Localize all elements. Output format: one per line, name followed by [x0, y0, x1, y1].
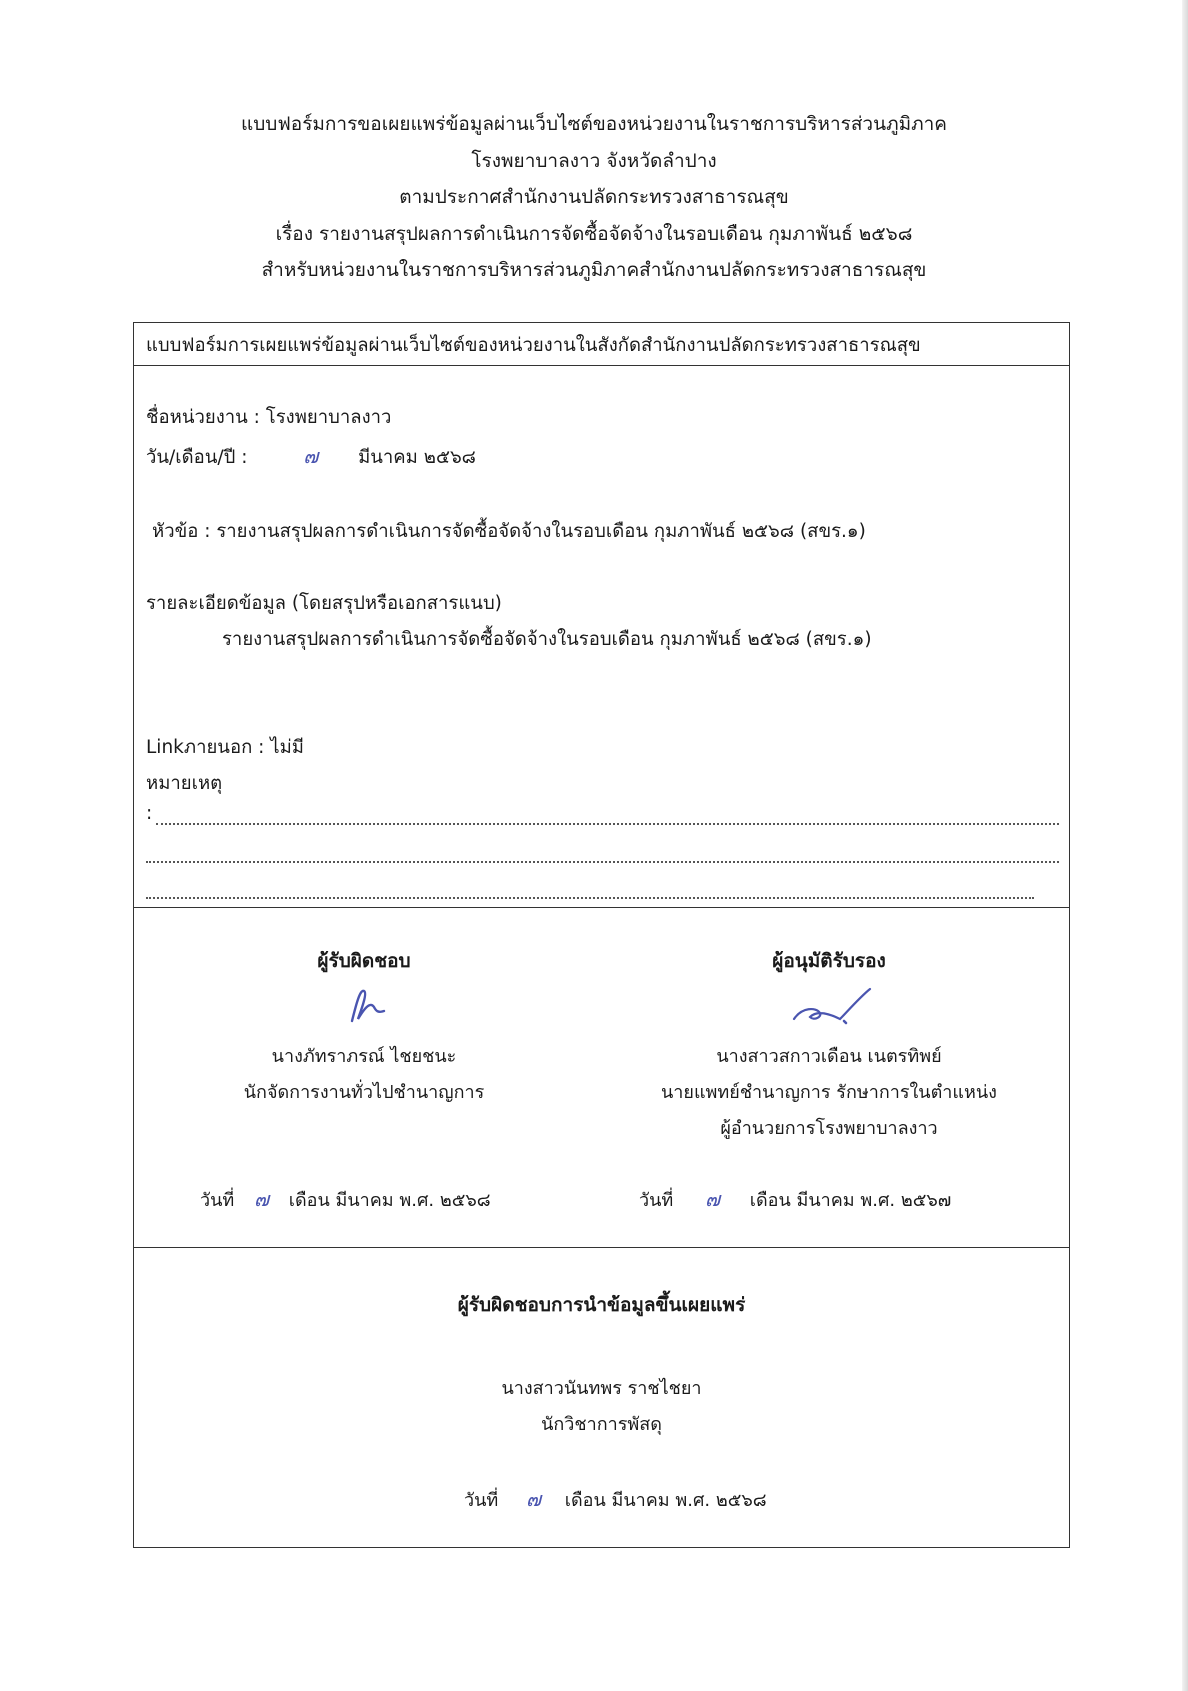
publisher-date-day: ๗: [526, 1487, 542, 1511]
responsible-date-prefix: วันที่: [200, 1190, 235, 1211]
date-month-year: มีนาคม ๒๕๖๘: [358, 447, 476, 468]
publisher-date-suffix: เดือน มีนาคม พ.ศ. ๒๕๖๘: [564, 1490, 767, 1511]
unit-name: ชื่อหน่วยงาน : โรงพยาบาลงาว: [146, 407, 392, 428]
responsible-signature: [194, 979, 534, 1039]
approver-date-day: ๗: [705, 1187, 721, 1211]
document-header: [0, 106, 1188, 289]
responsible-name: นางภัทราภรณ์ ไชยชนะ: [271, 1046, 457, 1067]
header-line-4: เรื่อง รายงานสรุปผลการดำเนินการจัดซื้อจัดจ้างในรอบเดือน กุมภาพันธ์ ๒๕๖๘: [275, 222, 913, 245]
remark-dotted-line-2: [146, 861, 1059, 863]
responsible-position: นักจัดการงานทั่วไปชำนาญการ: [243, 1082, 485, 1103]
header-line-3: ตามประกาศสำนักงานปลัดกระทรวงสาธารณสุข: [399, 186, 789, 208]
form-table: [133, 322, 1070, 1548]
external-link: Linkภายนอก : ไม่มี: [146, 737, 304, 758]
signature-divider: [134, 907, 1069, 908]
remark-dotted-line-1: [156, 823, 1059, 825]
title-divider: [134, 365, 1069, 366]
signature-graphic: [774, 979, 884, 1035]
approver-date-suffix: เดือน มีนาคม พ.ศ. ๒๕๖๗: [749, 1190, 952, 1211]
remark-colon: :: [146, 803, 153, 824]
date-day-handwritten: ๗: [303, 444, 319, 468]
detail-text: รายงานสรุปผลการดำเนินการจัดซื้อจัดจ้างในรอบเดือน กุมภาพันธ์ ๒๕๖๘ (สขร.๑): [222, 629, 872, 650]
header-line-2: โรงพยาบาลงาว จังหวัดลำปาง: [471, 149, 717, 172]
approver-position-2: ผู้อำนวยการโรงพยาบาลงาว: [720, 1118, 938, 1139]
responsible-date-day: ๗: [254, 1187, 270, 1211]
remark-dotted-line-3: [146, 897, 1034, 899]
date-row: [146, 440, 476, 472]
publisher-block: [134, 1287, 1069, 1443]
responsible-date-suffix: เดือน มีนาคม พ.ศ. ๒๕๖๘: [288, 1190, 491, 1211]
approver-role: ผู้อนุมัติรับรอง: [772, 950, 886, 972]
responsible-signature-block: [194, 943, 534, 1111]
responsible-date: [200, 1183, 505, 1215]
approver-name: นางสาวสกาวเดือน เนตรทิพย์: [716, 1046, 942, 1067]
detail-label: รายละเอียดข้อมูล (โดยสรุปหรือเอกสารแนบ): [146, 593, 502, 614]
form-title: แบบฟอร์มการเผยแพร่ข้อมูลผ่านเว็บไซต์ของหน่วยงานในสังกัดสำนักงานปลัดกระทรวงสาธารณสุข: [146, 335, 921, 356]
topic: หัวข้อ : รายงานสรุปผลการดำเนินการจัดซื้อจัดจ้างในรอบเดือน กุมภาพันธ์ ๒๕๖๘ (สขร.๑): [152, 521, 866, 542]
date-label: วัน/เดือน/ปี :: [146, 447, 248, 468]
approver-date-prefix: วันที่: [639, 1190, 674, 1211]
header-line-5: สำหรับหน่วยงานในราชการบริหารส่วนภูมิภาคสำนักงานปลัดกระทรวงสาธารณสุข: [261, 259, 927, 281]
signature-graphic: [334, 979, 394, 1035]
approver-signature-block: [634, 943, 1024, 1147]
responsible-role: ผู้รับผิดชอบ: [317, 950, 411, 972]
publisher-date: [464, 1483, 781, 1515]
publisher-date-prefix: วันที่: [464, 1490, 499, 1511]
publisher-role: ผู้รับผิดชอบการนำข้อมูลขึ้นเผยแพร่: [457, 1294, 746, 1316]
publisher-name: นางสาวนันทพร ราชไชยา: [501, 1378, 702, 1399]
publisher-position: นักวิชาการพัสดุ: [541, 1414, 662, 1435]
publisher-divider: [134, 1247, 1069, 1248]
approver-date: [639, 1183, 965, 1215]
approver-position: นายแพทย์ชำนาญการ รักษาการในตำแหน่ง: [661, 1082, 997, 1103]
remark-label: หมายเหตุ: [146, 773, 223, 794]
header-line-1: แบบฟอร์มการขอเผยแพร่ข้อมูลผ่านเว็บไซต์ของหน่วยงานในราชการบริหารส่วนภูมิภาค: [240, 113, 948, 135]
approver-signature: [634, 979, 1024, 1039]
